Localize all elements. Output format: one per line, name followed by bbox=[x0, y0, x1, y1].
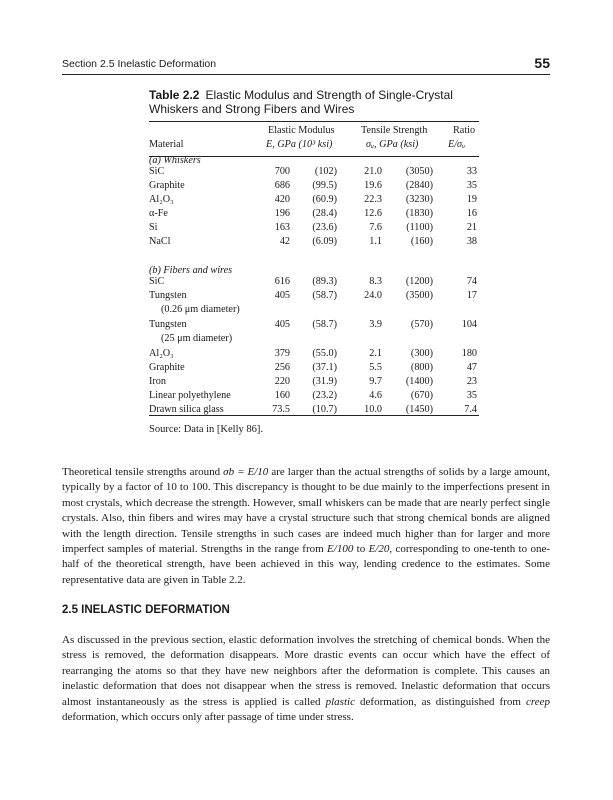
cell-ek: (10.7) bbox=[312, 404, 337, 415]
p2-text-a: As discussed in the previous section, elastic deformation involves the stretching of chemical bonds. When the stress is removed, the deformation disappears. More drastic events can occur which have the effect of rearranging the atoms so that they have new neighbors after the deformation is complete. This causes an inelastic deformation that does not disappear when the stress is removed. Inelastic deformation that occurs almost instantaneously as the stress is applied is called bbox=[62, 634, 550, 708]
cell-r: 21 bbox=[466, 222, 477, 233]
cell-s: 22.3 bbox=[364, 194, 382, 205]
p2-term-creep: creep bbox=[525, 695, 550, 708]
paragraph-theoretical-strength bbox=[62, 465, 550, 588]
cell-r: 19 bbox=[466, 194, 477, 205]
cell-r: 35 bbox=[466, 390, 477, 401]
cell-e: 405 bbox=[274, 319, 290, 330]
cell-e: 420 bbox=[274, 194, 290, 205]
col-head-tensile-2: σᵤ, GPa (ksi) bbox=[366, 139, 419, 150]
cell-e: 256 bbox=[274, 362, 290, 373]
cell-sk: (160) bbox=[410, 236, 433, 247]
group-a-label: (a) Whiskers bbox=[149, 155, 201, 166]
cell-r: 23 bbox=[466, 376, 477, 387]
cell-sk: (1200) bbox=[405, 276, 433, 287]
cell-ek: (31.9) bbox=[312, 376, 337, 387]
cell-sk: (1100) bbox=[406, 222, 433, 233]
running-header bbox=[62, 55, 550, 74]
cell-ek: (55.0) bbox=[312, 348, 337, 359]
cell-e: 686 bbox=[274, 180, 290, 191]
cell-s: 2.1 bbox=[369, 348, 382, 359]
cell-sk: (670) bbox=[410, 390, 433, 401]
cell-r: 35 bbox=[466, 180, 477, 191]
p1-text-b: are larger than the actual strengths of solids by a large amount, typically by a factor of 10 to 100. This discrepancy is thought to be due mainly to the imperfections present in most crystals, which decrease the strength. However, small whiskers can be made that are nearly perfect single crystals. Also, thin fibers and wires may have a crystal structure such that strong chemical bonds are aligned with the length direction. Tensile strengths in such cases are indeed much higher than for larger and more imperfect samples of material. Strengths in the range from bbox=[62, 466, 551, 556]
p2-term-plastic: plastic bbox=[325, 695, 355, 708]
table-source: Source: Data in [Kelly 86]. bbox=[149, 424, 264, 435]
cell-ek: (99.5) bbox=[312, 180, 337, 191]
cell-s: 5.5 bbox=[369, 362, 382, 373]
cell-e: 700 bbox=[274, 166, 290, 177]
p1-math-e20: E/20 bbox=[368, 543, 390, 556]
cell-material-note: (0.26 μm diameter) bbox=[161, 304, 240, 315]
p1-math-sigma: σb = E/10 bbox=[223, 466, 269, 478]
cell-e: 616 bbox=[274, 276, 290, 287]
cell-r: 17 bbox=[466, 290, 477, 301]
table-title-line2: Whiskers and Strong Fibers and Wires bbox=[149, 102, 355, 116]
col-head-elastic-2: E, GPa (10³ ksi) bbox=[266, 139, 333, 150]
cell-r: 16 bbox=[466, 208, 477, 219]
cell-material: Al₂O₃ bbox=[149, 194, 174, 205]
cell-e: 42 bbox=[279, 236, 290, 247]
col-head-ratio-1: Ratio bbox=[453, 125, 476, 136]
cell-sk: (1830) bbox=[405, 208, 433, 219]
p1-text-c: to bbox=[353, 543, 369, 556]
page-number: 55 bbox=[534, 55, 550, 71]
p2-text-c: deformation, which occurs only after passage of time under stress. bbox=[62, 711, 354, 724]
cell-material: Iron bbox=[149, 376, 166, 387]
cell-ek: (60.9) bbox=[312, 194, 337, 205]
cell-ek: (28.4) bbox=[312, 208, 337, 219]
cell-ek: (23.6) bbox=[312, 222, 337, 233]
table-label: Table 2.2 bbox=[149, 88, 200, 102]
p1-text-a: Theoretical tensile strengths around bbox=[62, 466, 224, 478]
cell-s: 8.3 bbox=[369, 276, 382, 287]
table-title-line1: Elastic Modulus and Strength of Single-Crystal bbox=[205, 88, 453, 102]
cell-material: NaCl bbox=[149, 236, 171, 247]
cell-ek: (37.1) bbox=[312, 362, 337, 373]
cell-e: 220 bbox=[274, 376, 290, 387]
cell-sk: (2840) bbox=[405, 180, 433, 191]
p2-text-b: deformation, as distinguished from bbox=[354, 695, 526, 708]
section-heading: 2.5 INELASTIC DEFORMATION bbox=[62, 604, 230, 616]
cell-ek: (89.3) bbox=[312, 276, 337, 287]
header-rule bbox=[62, 74, 550, 75]
group-b-label: (b) Fibers and wires bbox=[149, 265, 233, 276]
cell-sk: (3050) bbox=[405, 166, 433, 177]
cell-material: SiC bbox=[149, 276, 165, 287]
cell-ek: (58.7) bbox=[312, 319, 337, 330]
cell-sk: (1450) bbox=[405, 404, 433, 415]
col-head-elastic-1: Elastic Modulus bbox=[268, 125, 335, 136]
cell-e: 379 bbox=[274, 348, 290, 359]
cell-s: 1.1 bbox=[369, 236, 382, 247]
table-caption bbox=[149, 88, 469, 116]
cell-r: 104 bbox=[461, 319, 477, 330]
cell-material: Graphite bbox=[149, 180, 185, 191]
cell-s: 4.6 bbox=[369, 390, 382, 401]
cell-sk: (1400) bbox=[405, 376, 433, 387]
cell-ek: (23.2) bbox=[312, 390, 337, 401]
cell-material: SiC bbox=[149, 166, 165, 177]
cell-material: α-Fe bbox=[149, 208, 168, 219]
cell-material: Tungsten bbox=[149, 290, 187, 301]
cell-e: 163 bbox=[274, 222, 290, 233]
cell-material: Al₂O₃ bbox=[149, 348, 174, 359]
cell-r: 33 bbox=[466, 166, 477, 177]
cell-s: 24.0 bbox=[364, 290, 382, 301]
col-head-material: Material bbox=[149, 139, 184, 150]
cell-s: 12.6 bbox=[364, 208, 382, 219]
cell-ek: (102) bbox=[314, 166, 337, 177]
cell-s: 19.6 bbox=[364, 180, 382, 191]
cell-sk: (3500) bbox=[405, 290, 433, 301]
cell-r: 7.4 bbox=[464, 404, 477, 415]
cell-sk: (3230) bbox=[405, 194, 433, 205]
cell-s: 7.6 bbox=[369, 222, 382, 233]
cell-ek: (58.7) bbox=[312, 290, 337, 301]
cell-s: 10.0 bbox=[364, 404, 382, 415]
cell-s: 9.7 bbox=[369, 376, 382, 387]
cell-r: 74 bbox=[466, 276, 477, 287]
paragraph-inelastic bbox=[62, 633, 550, 725]
cell-material: Graphite bbox=[149, 362, 185, 373]
cell-sk: (300) bbox=[410, 348, 433, 359]
cell-material: Tungsten bbox=[149, 319, 187, 330]
cell-e: 160 bbox=[274, 390, 290, 401]
cell-material: Linear polyethylene bbox=[149, 390, 231, 401]
table-top-rule bbox=[149, 121, 479, 122]
cell-sk: (570) bbox=[410, 319, 433, 330]
cell-r: 38 bbox=[466, 236, 477, 247]
cell-ek: (6.09) bbox=[312, 236, 337, 247]
col-head-tensile-1: Tensile Strength bbox=[361, 125, 428, 136]
cell-s: 3.9 bbox=[369, 319, 382, 330]
cell-e: 196 bbox=[274, 208, 290, 219]
table-bottom-rule bbox=[149, 415, 479, 416]
p1-text-d: , corresponding to one-tenth to one-half of the theoretical strength, have been achieved in this way, lending credence to the estimates. Some representative data are given in Table 2.2. bbox=[62, 543, 550, 586]
cell-r: 180 bbox=[461, 348, 477, 359]
cell-sk: (800) bbox=[410, 362, 433, 373]
cell-s: 21.0 bbox=[364, 166, 382, 177]
cell-r: 47 bbox=[466, 362, 477, 373]
cell-material-note: (25 μm diameter) bbox=[161, 333, 233, 344]
p1-math-e100: E/100 bbox=[327, 543, 354, 556]
cell-e: 73.5 bbox=[272, 404, 290, 415]
col-head-ratio-2: E/σᵤ bbox=[448, 139, 466, 150]
cell-material: Si bbox=[149, 222, 158, 233]
cell-e: 405 bbox=[274, 290, 290, 301]
header-section: Section 2.5 Inelastic Deformation bbox=[62, 58, 217, 70]
cell-material: Drawn silica glass bbox=[149, 404, 224, 415]
